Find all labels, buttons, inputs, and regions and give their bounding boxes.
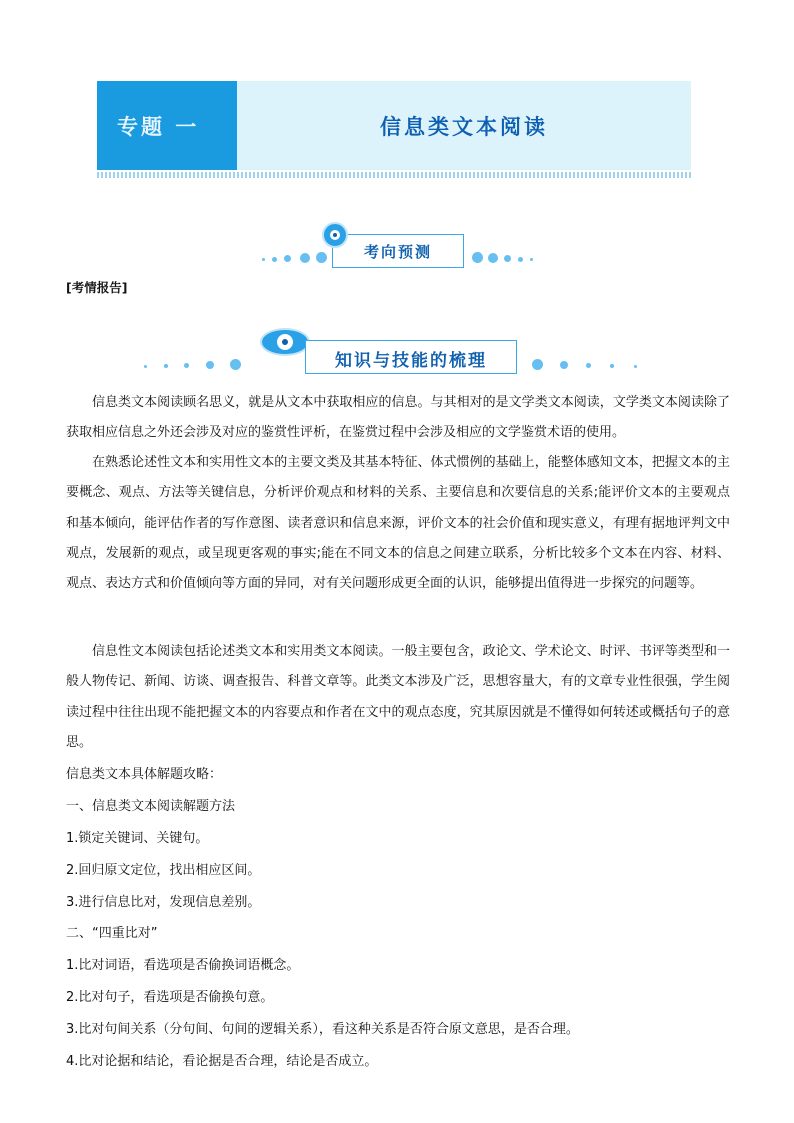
eye-icon xyxy=(322,222,348,248)
decor-dot xyxy=(530,258,533,261)
chapter-title-box xyxy=(237,81,691,170)
section-title-box xyxy=(332,234,464,268)
decor-dot xyxy=(504,255,511,262)
decor-dot xyxy=(206,361,214,369)
chapter-label-box xyxy=(97,81,237,170)
decor-dot xyxy=(300,253,310,263)
decor-dot xyxy=(586,363,591,368)
section-heading-line: 二、“四重比对” xyxy=(66,926,158,941)
decor-dot xyxy=(488,253,498,263)
section-title-box xyxy=(305,340,517,374)
eye-icon xyxy=(260,328,310,356)
list-item: 4.比对论据和结论，看论据是否合理，结论是否成立。 xyxy=(66,1054,378,1069)
decor-dot xyxy=(284,255,291,262)
list-item: 3.比对句间关系（分句间、句间的逻辑关系），看这种关系是否符合原文意思，是否合理。 xyxy=(66,1022,579,1037)
decor-dot xyxy=(560,361,568,369)
decor-dot xyxy=(472,252,483,263)
decor-dot xyxy=(184,363,189,368)
list-item: 3.进行信息比对，发现信息差别。 xyxy=(66,895,261,910)
decor-dot xyxy=(272,257,277,262)
paragraph: 信息类文本阅读顾名思义，就是从文本中获取相应的信息。与其相对的是文学类文本阅读，文学类文本阅读除了获取相应信息之外还会涉及对应的鉴赏性评析，在鉴赏过程中会涉及相应的文学鉴赏术语的使用。 xyxy=(66,395,730,441)
decor-dot xyxy=(532,359,543,370)
decor-dot xyxy=(262,258,265,261)
decor-dot xyxy=(230,359,241,370)
section-title: 考向预测 xyxy=(363,243,432,261)
chapter-banner xyxy=(97,81,691,170)
decor-dot xyxy=(316,252,327,263)
section-heading-forecast xyxy=(258,218,538,270)
list-item: 2.比对句子，看选项是否偷换句意。 xyxy=(66,990,274,1005)
list-item: 2.回归原文定位，找出相应区间。 xyxy=(66,863,261,878)
decor-dot xyxy=(610,364,614,368)
paragraph: 在熟悉论述性文本和实用性文本的主要文类及其基本特征、体式惯例的基础上，能整体感知文本，把握文本的主要概念、观点、方法等关键信息，分析评价观点和材料的关系、主要信息和次要信息的关系;能评价文本的主要观点和基本倾向，能评估作者的写作意图、读者意识和信息来源，评价文本的社会价值和现实意义，有理有据地评判文中观点，发展新的观点，或呈现更客观的事实;能在不同文本的信息之间建立联系，分析比较多个文本在内容、材料、观点、表达方式和价值倾向等方面的异同，对有关问题形成更全面的认识，能够提出值得进一步探究的问题等。 xyxy=(66,455,730,592)
decor-dot xyxy=(164,364,168,368)
text-line: 信息类文本具体解题攻略： xyxy=(66,767,223,782)
section-heading-line: 一、信息类文本阅读解题方法 xyxy=(66,799,236,814)
decor-dot xyxy=(634,365,637,368)
chapter-title: 信息类文本阅读 xyxy=(380,115,548,139)
decor-dot xyxy=(518,257,523,262)
paragraph: 信息性文本阅读包括论述类文本和实用类文本阅读。一般主要包含，政论文、学术论文、时评、书评等类型和一般人物传记、新闻、访谈、调查报告、科普文章等。此类文本涉及广泛，思想容量大，有的文章专业性很强，学生阅读过程中往往出现不能把握文本的内容要点和作者在文中的观点态度，究其原因就是不懂得如何转述或概括句子的意思。 xyxy=(66,644,730,750)
report-label: [考情报告] xyxy=(66,280,128,295)
list-item: 1.比对词语，看选项是否偷换词语概念。 xyxy=(66,958,300,973)
list-item: 1.锁定关键词、关键句。 xyxy=(66,831,209,846)
chapter-label: 专题 一 xyxy=(117,115,200,139)
decor-dot xyxy=(144,365,147,368)
section-heading-knowledge xyxy=(140,324,660,374)
banner-divider xyxy=(97,172,691,178)
section-title: 知识与技能的梳理 xyxy=(335,351,487,371)
